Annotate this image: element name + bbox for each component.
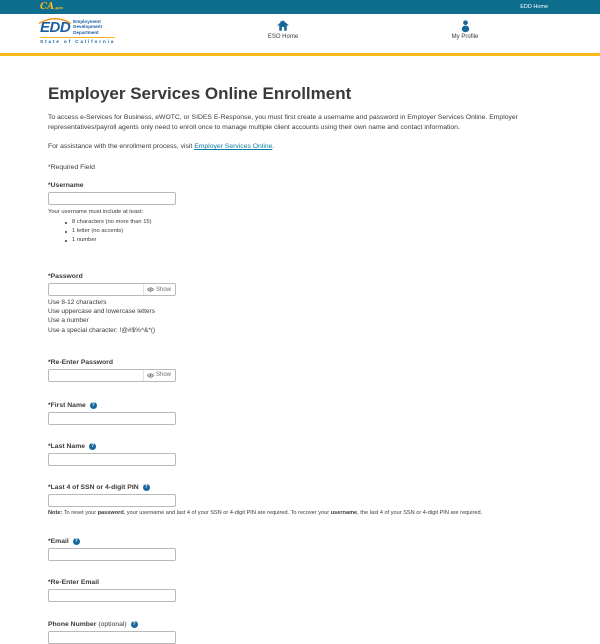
employer-services-online-link[interactable]: Employer Services Online (194, 143, 273, 150)
first-name-group (48, 402, 552, 425)
assistance-line: For assistance with the enrollment process, visit Employer Services Online. (48, 143, 275, 150)
username-hint-item: 1 letter (no accents) (48, 227, 552, 236)
username-group (48, 182, 552, 245)
utility-bar (0, 0, 600, 14)
reenter-email-group (48, 579, 552, 602)
username-input[interactable] (48, 192, 176, 205)
username-label: *Username (48, 182, 84, 189)
page-title: Employer Services Online Enrollment (48, 84, 352, 103)
person-icon (460, 20, 471, 31)
edd-logo[interactable] (40, 19, 115, 45)
password-hints: Use 8-12 characters Use uppercase and lowercase letters Use a number Use a special character: !@#$%^&*() (48, 299, 156, 334)
password-input[interactable] (49, 284, 143, 295)
username-hint-item: 1 number (48, 236, 552, 245)
ssn-pin-help-icon[interactable]: ? (144, 483, 148, 490)
edd-swoosh-icon (38, 17, 72, 24)
intro-paragraph: To access e-Services for Business, eWOTC, or SIDES E-Response, you must first create a username and password in Employer Services Online. Employer representatives/payroll agents only need to enroll once to manage multiple client accounts using their own name and contact information. (48, 114, 518, 131)
reenter-email-input[interactable] (48, 589, 176, 602)
main-content (0, 56, 600, 644)
username-hint-title: Your username must include at least: (48, 209, 144, 215)
edd-acronym: EDD (40, 19, 71, 37)
home-icon (277, 20, 289, 31)
phone-group (48, 621, 552, 644)
phone-input[interactable] (48, 631, 176, 644)
phone-label: Phone Number (optional) ? (48, 620, 136, 628)
username-hint-list (48, 218, 552, 245)
ssn-pin-group (48, 484, 552, 517)
reenter-password-show-button[interactable]: Show (143, 370, 175, 381)
last-name-label: *Last Name ? (48, 442, 95, 450)
last-name-help-icon[interactable]: ? (91, 442, 95, 449)
eye-icon (147, 287, 154, 292)
ssn-pin-note: Note: To reset your password, your username and last 4 of your SSN or 4-digit PIN are required. To recover your username, the last 4 of your SSN or 4-digit PIN are required. (48, 509, 483, 516)
reenter-password-group (48, 359, 552, 382)
email-group (48, 538, 552, 561)
eye-icon (147, 373, 154, 378)
password-field (48, 283, 176, 296)
reenter-password-field (48, 369, 176, 382)
edd-home-link[interactable]: EDD Home (520, 4, 548, 10)
ssn-pin-label: *Last 4 of SSN or 4-digit PIN ? (48, 483, 148, 491)
first-name-label: *First Name ? (48, 401, 95, 409)
last-name-group (48, 443, 552, 466)
password-label: *Password (48, 273, 83, 280)
nav-eso-home[interactable] (238, 20, 328, 40)
required-field-note: *Required Field (48, 164, 95, 171)
edd-tagline: State of California (40, 37, 115, 45)
cagov-logo[interactable]: CA.gov (40, 1, 64, 12)
reenter-email-label: *Re-Enter Email (48, 578, 99, 586)
email-input[interactable] (48, 548, 176, 561)
reenter-password-label: *Re-Enter Password (48, 358, 113, 366)
password-show-button[interactable]: Show (143, 284, 175, 295)
reenter-password-input[interactable] (49, 370, 143, 381)
email-label: *Email ? (48, 537, 78, 545)
first-name-input[interactable] (48, 412, 176, 425)
nav-eso-home-label: ESO Home (267, 34, 299, 40)
phone-help-icon[interactable]: ? (132, 620, 136, 627)
password-group (48, 273, 552, 335)
email-help-icon[interactable]: ? (74, 537, 78, 544)
nav-my-profile[interactable] (420, 20, 510, 40)
ssn-pin-input[interactable] (48, 494, 176, 507)
edd-logo-lines: Employment Development Department (73, 19, 103, 35)
nav-my-profile-label: My Profile (451, 34, 479, 40)
first-name-help-icon[interactable]: ? (91, 401, 95, 408)
site-header (0, 14, 600, 56)
last-name-input[interactable] (48, 453, 176, 466)
username-hint-item: 8 characters (no more than 15) (48, 218, 552, 227)
